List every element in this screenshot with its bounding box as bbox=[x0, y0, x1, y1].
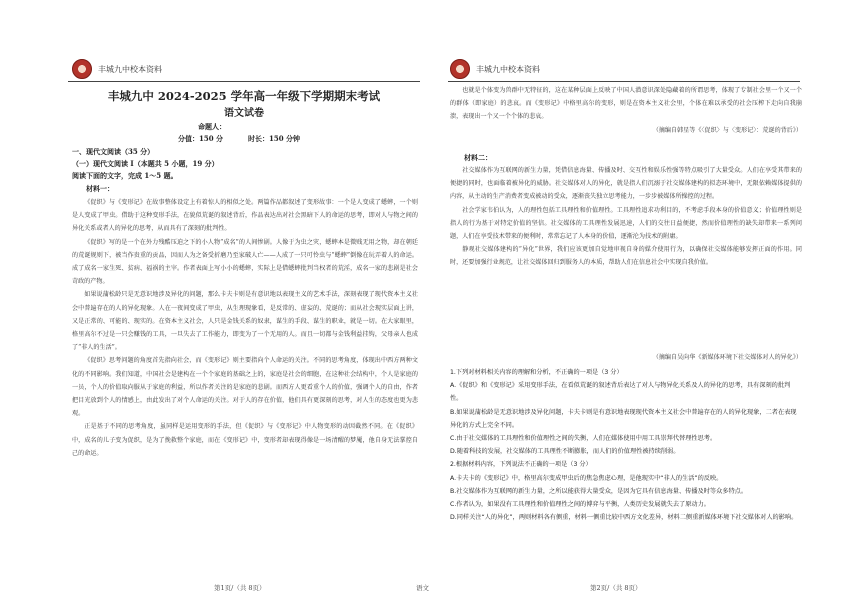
time-label: 时长：150 分钟 bbox=[248, 134, 301, 143]
page-header bbox=[72, 58, 162, 80]
paragraph: 静观社交媒体建构的“异化”世界，我们应该更加自觉地审视自身的媒介使用行为，以确保社交媒体能够发挥正面的作用。同时，还要加强行业规范，让社交媒体回归到服务人的本质，帮助人们在信息社会中实现自我价值。 bbox=[450, 246, 802, 267]
paragraph: 《促织》写的是一个在外力残酷压迫之下的小人物“成名”的人间惨剧。人像于为虫之灾，蟋蟀本是微贱无用之物，却在朝廷的荒诞规则下，被当作贵重的贡品，因而人为之备受折磨乃至家破人亡——人成了一只可怜虫与“蟋蟀”倒像在玩弄着人的命运。成了成名一家生死、贫病、福祸的主宰。作者表面上写小小的蟋蟀，实际上是借蟋蟀批判当权者的荒淫，成名一家的悲剧是社会苛政的产物。 bbox=[72, 238, 418, 286]
paragraph: 社会学家韦伯认为，人的理性包括工具理性和价值理性。工具理性追求功利目的，不考虑手段本身的价值意义；价值理性则是指人的行为基于对特定价值的坚信。社交媒体的工具理性发展迅速，人们的交往日益便捷，然而价值理性的缺失却带来一系列问题，人们在享受技术带来的便利时，常常忘记了人本身的价值，逐渐沦为技术的附庸。 bbox=[450, 206, 802, 241]
page-right bbox=[430, 0, 860, 608]
exam-title: 丰城九中 2024-2025 学年高一年级下学期期末考试 bbox=[107, 89, 381, 103]
subsection-heading: （一）现代文阅读 I（本题共 5 小题，19 分） bbox=[72, 159, 219, 168]
question-stem: 1.下列对材料相关内容的理解和分析，不正确的一项是（3 分） bbox=[450, 369, 623, 376]
page-number-right: 第2页/（共 8页） bbox=[590, 584, 642, 592]
paragraph: 《促织》思考问题的角度首先指向社会，而《变形记》则主要指向个人命运的关注。不同的思考角度，体现出中西方两种文化的不同影响。我们知道，中国社会是建构在一个个家庭的基础之上的，家庭是社会的细胞，在这种社会结构中，个人是家庭的一员，个人的价值取向服从于家庭的利益，所以作者关注的是家庭的悲剧。而西方人更看重个人的价值，强调个人的自由，作者把目光放到个人的情感上，由此发出了对个人命运的关注。对于人的存在价值，他们具有更深刻的思考，对人生的态度也更为悲观。 bbox=[72, 357, 418, 418]
school-logo-icon bbox=[72, 59, 92, 79]
answer-option: B.社交媒体作为互联网的新生力量，之所以能获得大量受众，是因为它具有信息海量、传播及时等众多特点。 bbox=[450, 487, 748, 495]
material-label: 材料二： bbox=[464, 153, 492, 162]
answer-option: C.由于社交媒体的工具理性和价值理性之间的失衡，人们在媒体使用中用工具崇拜代替理性思考。 bbox=[450, 435, 717, 443]
paragraph: 正是基于不同的思考角度，虽同样是运用变形的手法，但《促织》与《变形记》中人物变形的动因截然不同。在《促织》中，成名的儿子变为促织，是为了挽救整个家庭，而在《变形记》中，变形者却表现得像是一场清醒的梦魇，他自身无法掌控自己的命运。 bbox=[72, 423, 418, 457]
page-number-left: 第1页/（共 8页） bbox=[214, 584, 266, 592]
answer-option: C.作者认为，如果没有工具理性和价值理性之间的博弈与平衡，人类历史发展就失去了原动力。 bbox=[450, 501, 710, 509]
question-list bbox=[450, 366, 802, 524]
section-heading: 一、现代文阅读（35 分） bbox=[72, 147, 155, 156]
source-caption: （摘编自吴向华《新媒体环境下社交媒体对人的异化》） bbox=[652, 354, 802, 361]
answer-option: A.《促织》和《变形记》采用变形手法，在看似荒诞的叙述背后表达了对人与物异化关系及人的异化的思考，具有深刻的批判性。 bbox=[450, 382, 791, 403]
paragraph: 《促织》与《变形记》在故事整体设定上有着惊人的相似之处。两篇作品都叙述了变形故事：一个是人变成了蟋蟀，一个则是人变成了甲虫。借助于这种变形手法，在貌似荒诞的叙述背后，作品表达出对社会黑暗下人的命运的思考，即对人与物之间的异化关系或者人的异化的思考，从而具有了深刻的批判性。 bbox=[72, 199, 418, 233]
author-label: 命题人： bbox=[198, 122, 226, 131]
passage-continued bbox=[450, 84, 802, 137]
exam-subtitle: 语文试卷 bbox=[224, 108, 264, 119]
subject-label: 语文 bbox=[416, 584, 429, 592]
paragraph: 也就是个体变为兽群中无特征的，这在某种层面上反映了中国人潜意识深处隐藏着的所谓思考，体现了专制社会里一个又一个的群体（即家庭）的悲哀。而《变形记》中格里高尔的变形，则是在资本主义社会里，个体在难以承受的社会压榨下走向自我崩溃，表现出一个又一个个体的悲哀。 bbox=[450, 87, 802, 121]
caption-wrap bbox=[450, 351, 802, 364]
school-logo-icon bbox=[450, 59, 470, 79]
paragraph: 如果说蒲松龄只是无意识地涉及异化的问题，那么卡夫卡则是有意识地以表现主义的艺术手法，深刻表现了现代资本主义社会中普遍存在的人的异化现象。人在一夜间变成了甲虫，从生理现象看，是反常的、虚妄的、荒诞的；而从社会现实层面上讲，又是正常的、可能的、现实的。在资本主义社会，人只是金钱关系的奴隶，谋生的手段、谋生的职业，就是一切。在大家眼里，格里高尔不过是一只会赚钱的工具，一旦失去了工作能力，即变为了一个无用的人。而且一切都与金钱利益挂钩，父母亲人也成了“非人的生活”。 bbox=[72, 291, 418, 352]
header-divider bbox=[68, 81, 420, 82]
score-label: 分值：150 分 bbox=[178, 134, 224, 143]
question-stem: 2.根据材料内容，下列说法不正确的一项是（3 分） bbox=[450, 461, 592, 469]
school-name: 丰城九中校本资料 bbox=[98, 64, 162, 74]
paragraph: 社交媒体作为互联网的新生力量，凭借信息海量、传播及时、交互性和娱乐性强等特点吸引了大量受众。人们在享受其带来的便捷的同时，也面临着被异化的威胁。社交媒体对人的异化，就是指人们沉溺于社交媒体建构的拟态环境中，无限依赖媒体提供的内容，从主动的生产消费者变成被动的受众，逐渐丧失独立思考能力，一步步被媒体所操控的过程。 bbox=[450, 167, 802, 201]
material-label: 材料一： bbox=[86, 184, 114, 193]
answer-option: A.卡夫卡的《变形记》中，格里高尔变成甲虫后的焦急焦虑心理，是他现实中“非人的生活”的反映。 bbox=[450, 474, 723, 482]
school-name: 丰城九中校本资料 bbox=[476, 64, 540, 74]
header-divider bbox=[448, 81, 800, 82]
material2-body bbox=[450, 164, 802, 360]
passage-body bbox=[72, 196, 418, 576]
answer-option: B.如果说蒲松龄是无意识地涉及异化问题，卡夫卡则是有意识地表现现代资本主义社会中普遍存在的人的异化现象，二者在表现异化的方式上完全不同。 bbox=[450, 408, 797, 429]
answer-option: D.随着科技的发展，社交媒体的工具理性不断膨胀，而人们的价值理性被持续削弱。 bbox=[450, 448, 680, 456]
answer-option: D.同样关注“人的异化”，两则材料各有侧重，材料一侧重比较中西方文化差异，材料二侧重新媒体环境下社交媒体对人的影响。 bbox=[450, 514, 798, 522]
instruction: 阅读下面的文字，完成 1～5 题。 bbox=[72, 171, 178, 180]
source-caption: （摘编自韩星等《〈促织〉与〈变形记〉：荒诞的背后》） bbox=[652, 126, 802, 134]
page-header bbox=[450, 58, 540, 80]
